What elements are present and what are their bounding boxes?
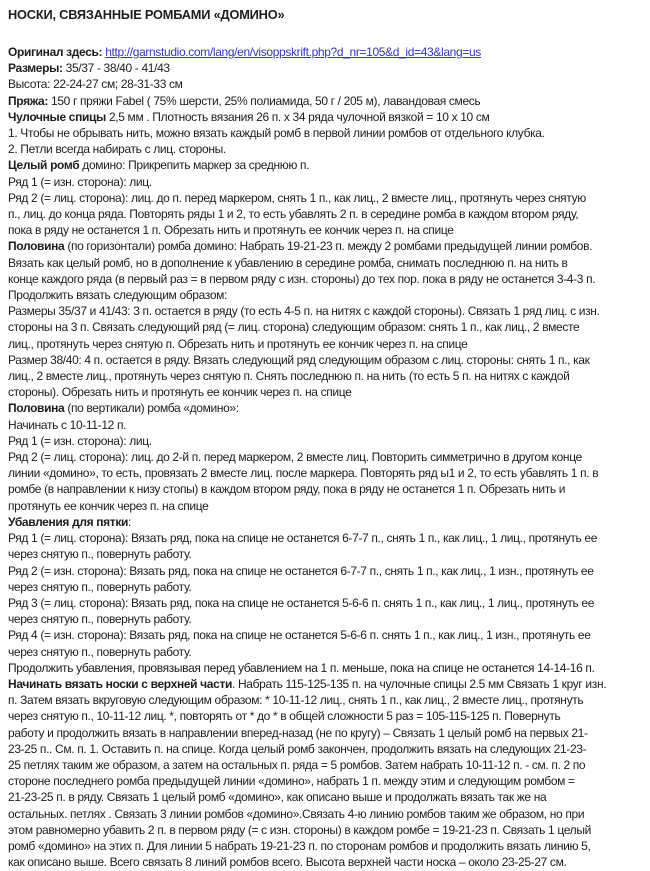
document-line <box>8 773 642 789</box>
document-line <box>8 530 642 546</box>
text-run: протянуть ее кончик через п. на спице <box>8 498 209 513</box>
text-run: Продолжить убавления, провязывая перед убавлением на 1 п. меньше, пока на спице не останется 14-14-16 п. <box>8 660 595 675</box>
bold-text-run: Начинать вязать носки с верхней части <box>8 676 232 691</box>
bold-text-run: Половина <box>8 401 68 416</box>
document-line <box>8 400 642 416</box>
document-line <box>8 692 642 708</box>
text-run: Ряд 3 (= лиц. сторона): Вязать ряд, пока на спице не останется 5-6-6 п. снять 1 п., как лиц., 1 лиц., протянуть ее <box>8 595 595 610</box>
text-run: Ряд 1 (= изн. сторона): лиц. <box>8 174 152 189</box>
text-run: стороне последнего ромба предыдущей линии «домино», набрать 1 п. между этим и следующим ромбом = <box>8 774 575 789</box>
document-line <box>8 498 642 514</box>
document-line <box>8 579 642 595</box>
text-run: стороны на 3 п. Связать следующий ряд (= лиц. сторона) следующим образом: снять 1 п., как лиц., 2 вместе <box>8 320 580 335</box>
text-run: Ряд 1 (= изн. сторона): лиц. <box>8 433 152 448</box>
document-line <box>8 157 642 173</box>
text-run: Ряд 2 (= лиц. сторона): лиц. до 2-й п. перед маркером, 2 вместе лиц. Повторить симметрично в другом конце <box>8 450 582 465</box>
document-line <box>8 789 642 805</box>
text-run: (по горизонтали) ромба домино: Набрать 19-21-23 п. между 2 ромбами предыдущей линии ромбов. <box>67 239 593 254</box>
document-title: НОСКИ, СВЯЗАННЫЕ РОМБАМИ «ДОМИНО» <box>8 7 285 22</box>
text-run: 23-25 п.. См. п. 1. Оставить п. на спице. Когда целый ромб закончен, продолжить вязать на следующих 21-23- <box>8 741 587 756</box>
document-line <box>8 465 642 481</box>
text-run: Ряд 4 (= изн. сторона): Вязать ряд, пока на спице не останется 5-6-6 п. снять 1 п., как лиц., 1 изн., протянуть ее <box>8 628 591 643</box>
text-run: домино: Прикрепить маркер за среднюю п. <box>82 158 310 173</box>
text-run: Вязать как целый ромб, но в дополнение к убавлению в середине ромба, снимать последнюю п. на нить в <box>8 255 568 270</box>
text-run: 21-23-25 п. в ряду. Связать 1 целый ромб «домино», как описано выше и продолжать вязать так же на <box>8 790 547 805</box>
bold-text-run: Чулочные спицы <box>8 109 109 124</box>
document-line <box>8 141 642 157</box>
text-run: 25 петлях таким же образом, а затем на остальных п. ряда = 5 ромбов. Затем набрать 10-11-12 п. - см. п. 2 по <box>8 757 586 772</box>
document-line <box>8 644 642 660</box>
text-run: Начинать с 10-11-12 п. <box>8 417 127 432</box>
document-line <box>8 433 642 449</box>
document-line <box>8 336 642 352</box>
text-run: 150 г пряжи Fabel ( 75% шерсти, 25% полиамида, 50 г / 205 м), лавандовая смесь <box>51 93 481 108</box>
document-line <box>8 514 642 530</box>
text-run: п., лиц. до конца ряда. Повторять ряды 1 и 2, то есть убавлять 2 п. в середине ромба в каждом втором ряду, <box>8 207 579 222</box>
text-run: Ряд 2 (= изн. сторона): Вязать ряд, пока на спице не останется 6-7-7 п., снять 1 п., как лиц., 1 изн., протянуть ее <box>8 563 594 578</box>
text-run: лиц., протянуть через снятую п. Обрезать нить и протянуть ее кончик через п. на спице <box>8 336 468 351</box>
text-run: этом равномерно убавить 2 п. в первом ряду (= с изн. стороны) в каждом ромбе = 19-21-23 п. Связать 1 целый <box>8 822 591 837</box>
document-line <box>8 741 642 757</box>
text-run: через снятую п., повернуть работу. <box>8 547 192 562</box>
text-run: Размер 38/40: 4 п. остается в ряду. Вязать следующий ряд следующим образом с лиц. стороны: снять 1 п., как <box>8 352 590 367</box>
text-run: Размеры 35/37 и 41/43: 3 п. остается в ряду (то есть 4-5 п. на нитях с каждой стороны). Связать 1 ряд лиц. с изн. <box>8 304 600 319</box>
document-line <box>8 627 642 643</box>
text-run: Ряд 1 (= лиц. сторона): Вязать ряд, пока на спице не останется 6-7-7 п., снять 1 п., как лиц., 1 лиц., протянуть ее <box>8 531 598 546</box>
text-run: через снятую п., повернуть работу. <box>8 612 192 627</box>
text-run: Высота: 22-24-27 см; 28-31-33 см <box>8 77 183 92</box>
text-run: Ряд 2 (= лиц. сторона): лиц. до п. перед маркером, снять 1 п., как лиц., 2 вместе лиц., протянуть через снятую <box>8 190 586 205</box>
document-line <box>8 481 642 497</box>
document-line <box>8 595 642 611</box>
text-run: п. Затем вязать вкруговую следующим образом: * 10-11-12 лиц., снять 1 п., как лиц., 2 вместе лиц., протянуть <box>8 693 584 708</box>
document-line <box>8 417 642 433</box>
document-line <box>8 44 642 60</box>
text-run: 2. Петли всегда набирать с лиц. стороны. <box>8 142 226 157</box>
text-run: как описано выше. Всего связать 8 линий ромбов всего. Высота верхней части носка – около 23-25-27 см. <box>8 855 567 870</box>
text-run: (по вертикали) ромба «домино»: <box>67 401 239 416</box>
text-run: пока в ряду не останется 1 п. Обрезать нить и протянуть ее кончик через п. на спице <box>8 223 454 238</box>
text-run: стороны). Обрезать нить и протянуть ее кончик через п. на спице <box>8 385 352 400</box>
document-line <box>8 60 642 76</box>
document-line <box>8 563 642 579</box>
text-run: линии «домино», то есть, провязать 2 вместе лиц. после маркера. Повторять ряд ы1 и 2, то есть убавлять 1 п. в <box>8 466 599 481</box>
document-line <box>8 757 642 773</box>
document-line <box>8 238 642 254</box>
bold-text-run: Половина <box>8 239 68 254</box>
text-run: остальных. петлях . Связать 3 линии ромбов «домино».Связать 4-ю линию ромбов таким же образом, но при <box>8 806 585 821</box>
document-line <box>8 222 642 238</box>
text-run: 35/37 - 38/40 - 41/43 <box>65 61 170 76</box>
document-line <box>8 109 642 125</box>
document-line <box>8 125 642 141</box>
document-line <box>8 271 642 287</box>
document-line <box>8 449 642 465</box>
document-line <box>8 303 642 319</box>
text-run: лиц., 2 вместе лиц., протянуть через снятую п. Снять последнюю п. на нить (то есть 5 п. на нитях с каждой <box>8 369 570 384</box>
document-line <box>8 708 642 724</box>
text-run: Продолжить вязать следующим образом: <box>8 288 228 303</box>
document-line <box>8 660 642 676</box>
text-run: через снятую п., повернуть работу. <box>8 644 192 659</box>
document-line <box>8 255 642 271</box>
bold-text-run: Убавления для пятки <box>8 514 129 529</box>
text-run: ромб «домино» на этих п. Для линии 5 набрать 19-21-23 п. по сторонам ромбов и продолжить вязать линию 5, <box>8 838 591 853</box>
document-line <box>8 76 642 92</box>
text-run: конце каждого ряда (в первый раз = в первом ряду с изн. стороны) до тех пор. пока в ряду не останется 3-4-3 п. <box>8 271 596 286</box>
bold-text-run: Оригинал здесь: <box>8 45 106 59</box>
document-line <box>8 611 642 627</box>
text-run: через снятую п., 10-11-12 лиц. *, повторять от * до * в общей сложности 5 раз = 105-115-125 п. Повернуть <box>8 709 561 724</box>
bold-text-run: Целый ромб <box>8 158 83 173</box>
bold-text-run: Пряжа: <box>8 93 52 108</box>
document-line <box>8 93 642 109</box>
document-line <box>8 352 642 368</box>
text-run: 2,5 мм . Плотность вязания 26 п. х 34 ряда чулочной вязкой = 10 х 10 см <box>108 109 490 124</box>
document-line <box>8 546 642 562</box>
document-line <box>8 725 642 741</box>
bold-text-run: Размеры: <box>8 61 66 76</box>
document-line <box>8 368 642 384</box>
text-run: 1. Чтобы не обрывать нить, можно вязать каждый ромб в первой линии ромбов от отдельного клубка. <box>8 126 545 141</box>
document-line <box>8 287 642 303</box>
text-run: работу и продолжить вязать в направлении вперед-назад (не по кругу) – Связать 1 целый ромб на первых 21- <box>8 725 588 740</box>
document-line <box>8 384 642 400</box>
text-run: ромбе (в направлении к низу стопы) в каждом втором ряду, пока в ряду не останется 1 п. Обрезать нить и <box>8 482 566 497</box>
document-line <box>8 174 642 190</box>
text-run: . Набрать 115-125-135 п. на чулочные спицы 2.5 мм Связать 1 круг изн. <box>232 676 607 691</box>
document-line <box>8 854 642 870</box>
pattern-url-link[interactable]: http://garnstudio.com/lang/en/visoppskrift.php?d_nr=105&d_id=43&lang=us <box>105 45 481 59</box>
text-run: : <box>128 514 131 529</box>
document-body <box>8 44 642 870</box>
document-line <box>8 190 642 206</box>
document-line <box>8 822 642 838</box>
document-line <box>8 676 642 692</box>
document-line <box>8 806 642 822</box>
text-run: через снятую п., повернуть работу. <box>8 579 192 594</box>
document-line <box>8 838 642 854</box>
document-line <box>8 206 642 222</box>
document-line <box>8 319 642 335</box>
